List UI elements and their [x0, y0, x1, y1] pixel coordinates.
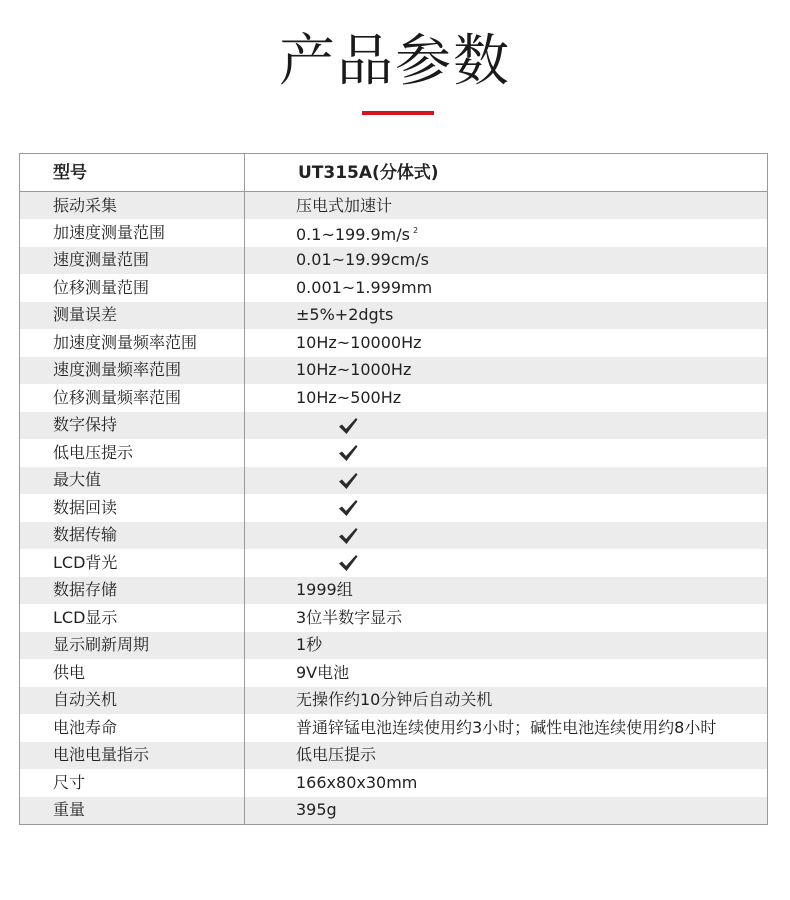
- spec-label: 自动关机: [20, 687, 245, 715]
- table-row: [20, 384, 768, 412]
- spec-value-text: 3位半数字显示: [296, 607, 403, 627]
- spec-label: LCD背光: [20, 549, 245, 577]
- spec-value: [245, 632, 768, 660]
- table-row: [20, 329, 768, 357]
- spec-label: 加速度测量频率范围: [20, 329, 245, 357]
- spec-value-text: 9V电池: [296, 662, 350, 682]
- spec-value-text: 无操作约10分钟后自动关机: [296, 690, 493, 710]
- table-row: [20, 797, 768, 825]
- table-row: [20, 357, 768, 385]
- spec-value: [245, 769, 768, 797]
- spec-value: [245, 687, 768, 715]
- spec-value: [245, 219, 768, 247]
- header-model-value: UT315A(分体式): [245, 154, 768, 192]
- checkmark-icon: [338, 499, 358, 517]
- spec-value-text: 0.01~19.99cm/s: [296, 250, 429, 270]
- table-row: [20, 522, 768, 550]
- spec-value-text: 10Hz~500Hz: [296, 387, 402, 407]
- spec-table-body: [20, 192, 768, 825]
- spec-value-text: 压电式加速计: [296, 195, 393, 215]
- table-row: [20, 632, 768, 660]
- table-row: [20, 412, 768, 440]
- spec-value: [245, 329, 768, 357]
- spec-value-text: 0.1~199.9m/s: [296, 224, 410, 244]
- spec-value: [245, 797, 768, 825]
- spec-value-text: 1999组: [296, 580, 353, 600]
- header-model-label: 型号: [20, 154, 245, 192]
- table-row: [20, 302, 768, 330]
- title-underline: [362, 111, 434, 115]
- table-row: [20, 714, 768, 742]
- spec-value-check: [245, 439, 768, 467]
- spec-label: 数据传输: [20, 522, 245, 550]
- spec-value: [245, 302, 768, 330]
- spec-label: 最大值: [20, 467, 245, 495]
- spec-value: [245, 604, 768, 632]
- spec-value-text: 166x80x30mm: [296, 772, 418, 792]
- spec-label: 位移测量范围: [20, 274, 245, 302]
- table-row: [20, 577, 768, 605]
- spec-value: [245, 577, 768, 605]
- spec-label: 数据存储: [20, 577, 245, 605]
- checkmark-icon: [338, 527, 358, 545]
- spec-label: 速度测量范围: [20, 247, 245, 275]
- spec-label: 供电: [20, 659, 245, 687]
- spec-label: 重量: [20, 797, 245, 825]
- spec-value: [245, 714, 768, 742]
- spec-value: [245, 247, 768, 275]
- table-row: [20, 769, 768, 797]
- spec-label: 电池电量指示: [20, 742, 245, 770]
- spec-table: [19, 153, 768, 825]
- table-row: [20, 274, 768, 302]
- spec-label: 测量误差: [20, 302, 245, 330]
- spec-value-check: [245, 494, 768, 522]
- spec-value-text: 1秒: [296, 635, 323, 655]
- spec-label: LCD显示: [20, 604, 245, 632]
- page-title: 产品参数: [279, 29, 511, 94]
- checkmark-icon: [338, 472, 358, 490]
- spec-label: 振动采集: [20, 192, 245, 220]
- table-header-row: [20, 154, 768, 192]
- spec-value: [245, 742, 768, 770]
- spec-value-superscript: 2: [412, 225, 419, 235]
- spec-label: 位移测量频率范围: [20, 384, 245, 412]
- table-row: [20, 604, 768, 632]
- spec-value-check: [245, 467, 768, 495]
- spec-value-text: 10Hz~1000Hz: [296, 360, 412, 380]
- spec-value: [245, 384, 768, 412]
- spec-value-check: [245, 549, 768, 577]
- spec-value-text: 395g: [296, 800, 337, 819]
- spec-value-check: [245, 522, 768, 550]
- spec-value: [245, 274, 768, 302]
- table-row: [20, 192, 768, 220]
- spec-label: 低电压提示: [20, 439, 245, 467]
- spec-value-text: 10Hz~10000Hz: [296, 332, 422, 352]
- spec-label: 加速度测量范围: [20, 219, 245, 247]
- table-row: [20, 549, 768, 577]
- spec-label: 数据回读: [20, 494, 245, 522]
- checkmark-icon: [338, 554, 358, 572]
- spec-label: 速度测量频率范围: [20, 357, 245, 385]
- table-row: [20, 219, 768, 247]
- spec-value: [245, 659, 768, 687]
- spec-label: 显示刷新周期: [20, 632, 245, 660]
- spec-value-text: 普通锌锰电池连续使用约3小时；碱性电池连续使用约8小时: [296, 717, 717, 737]
- spec-value-text: ±5%+2dgts: [296, 305, 394, 325]
- spec-label: 电池寿命: [20, 714, 245, 742]
- checkmark-icon: [338, 444, 358, 462]
- spec-value-check: [245, 412, 768, 440]
- table-row: [20, 439, 768, 467]
- spec-value-text: 低电压提示: [296, 745, 377, 765]
- spec-label: 尺寸: [20, 769, 245, 797]
- table-row: [20, 659, 768, 687]
- table-row: [20, 687, 768, 715]
- spec-label: 数字保持: [20, 412, 245, 440]
- table-row: [20, 247, 768, 275]
- table-row: [20, 467, 768, 495]
- spec-value: [245, 357, 768, 385]
- checkmark-icon: [338, 417, 358, 435]
- table-row: [20, 742, 768, 770]
- table-row: [20, 494, 768, 522]
- spec-value-text: 0.001~1.999mm: [296, 277, 433, 297]
- spec-value: [245, 192, 768, 220]
